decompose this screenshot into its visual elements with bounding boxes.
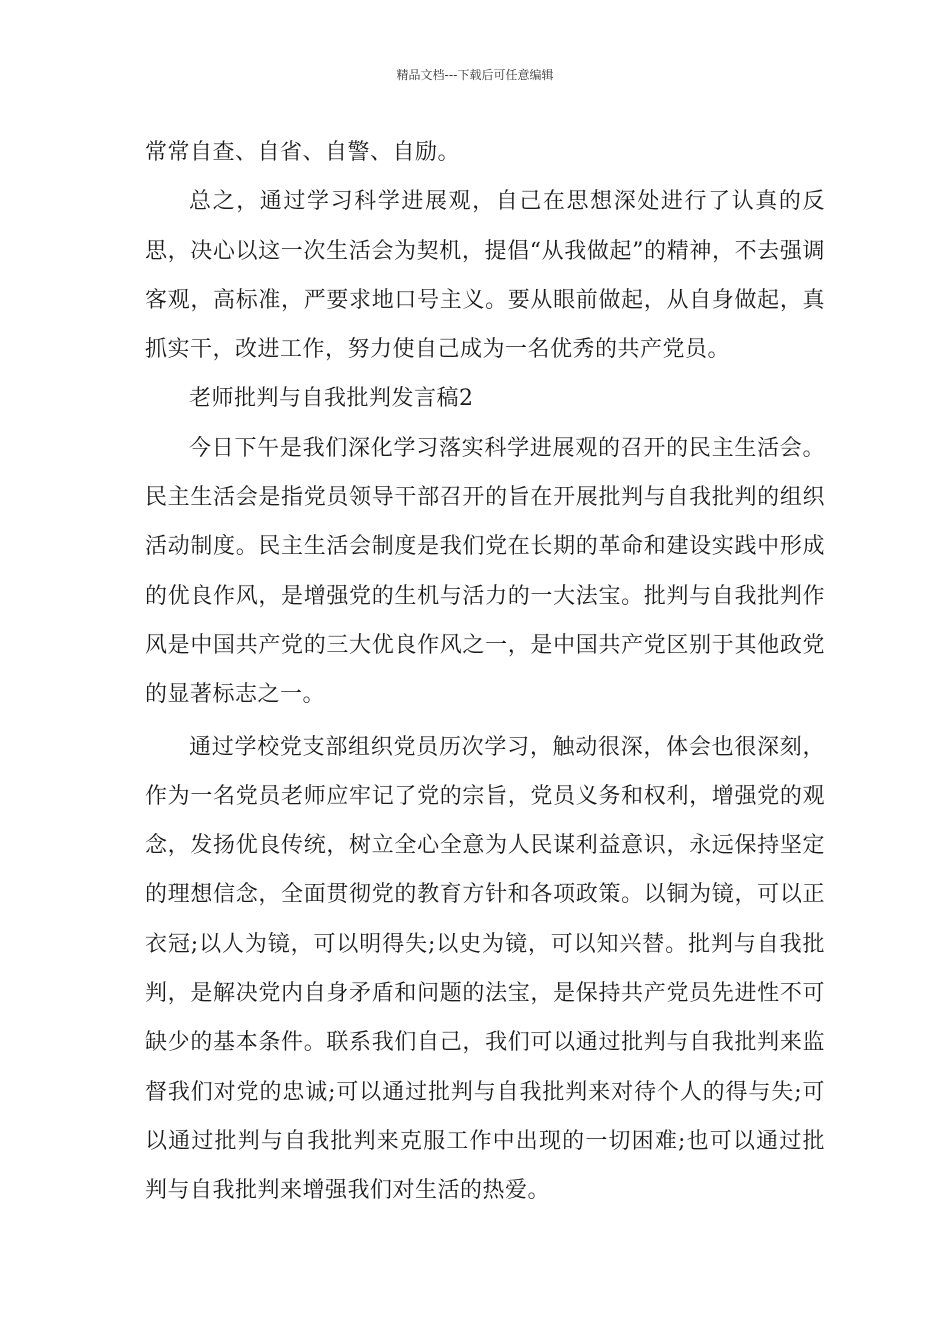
page-header-note: 精品文档---下载后可任意编辑	[396, 68, 554, 82]
paragraph-intro: 今日下午是我们深化学习落实科学进展观的召开的民主生活会。民主生活会是指党员领导干部召开的旨在开展批判与自我批判的组织活动制度。民主生活会制度是我们党在长期的革命和建设实践中形成的优良作风，是增强党的生机与活力的一大法宝。批判与自我批判作风是中国共产党的三大优良作风之一，是中国共产党区别于其他政党的显著标志之一。	[145, 435, 825, 708]
paragraph-conclusion: 总之，通过学习科学进展观，自己在思想深处进行了认真的反思，决心以这一次生活会为契机，提倡“从我做起”的精神，不去强调客观，高标准，严要求地口号主义。要从眼前做起，从自身做起，真抓实干，改进工作，努力使自己成为一名优秀的共产党员。	[145, 189, 825, 363]
paragraph-reflection: 通过学校党支部组织党员历次学习，触动很深，体会也很深刻，作为一名党员老师应牢记了党的宗旨，党员义务和权利，增强党的观念，发扬优良传统，树立全心全意为人民谋利益意识，永远保持坚定的理想信念，全面贯彻党的教育方针和各项政策。以铜为镜，可以正衣冠;以人为镜，可以明得失;以史为镜，可以知兴替。批判与自我批判，是解决党内自身矛盾和问题的法宝，是保持共产党员先进性不可缺少的基本条件。联系我们自己，我们可以通过批判与自我批判来监督我们对党的忠诚;可以通过批判与自我批判来对待个人的得与失;可以通过批判与自我批判来克服工作中出现的一切困难;也可以通过批判与自我批判来增强我们对生活的热爱。	[145, 734, 825, 1204]
paragraph-continuation: 常常自查、自省、自警、自励。	[145, 140, 461, 165]
document-body	[145, 128, 825, 1216]
section-heading: 老师批判与自我批判发言稿2	[189, 386, 474, 412]
